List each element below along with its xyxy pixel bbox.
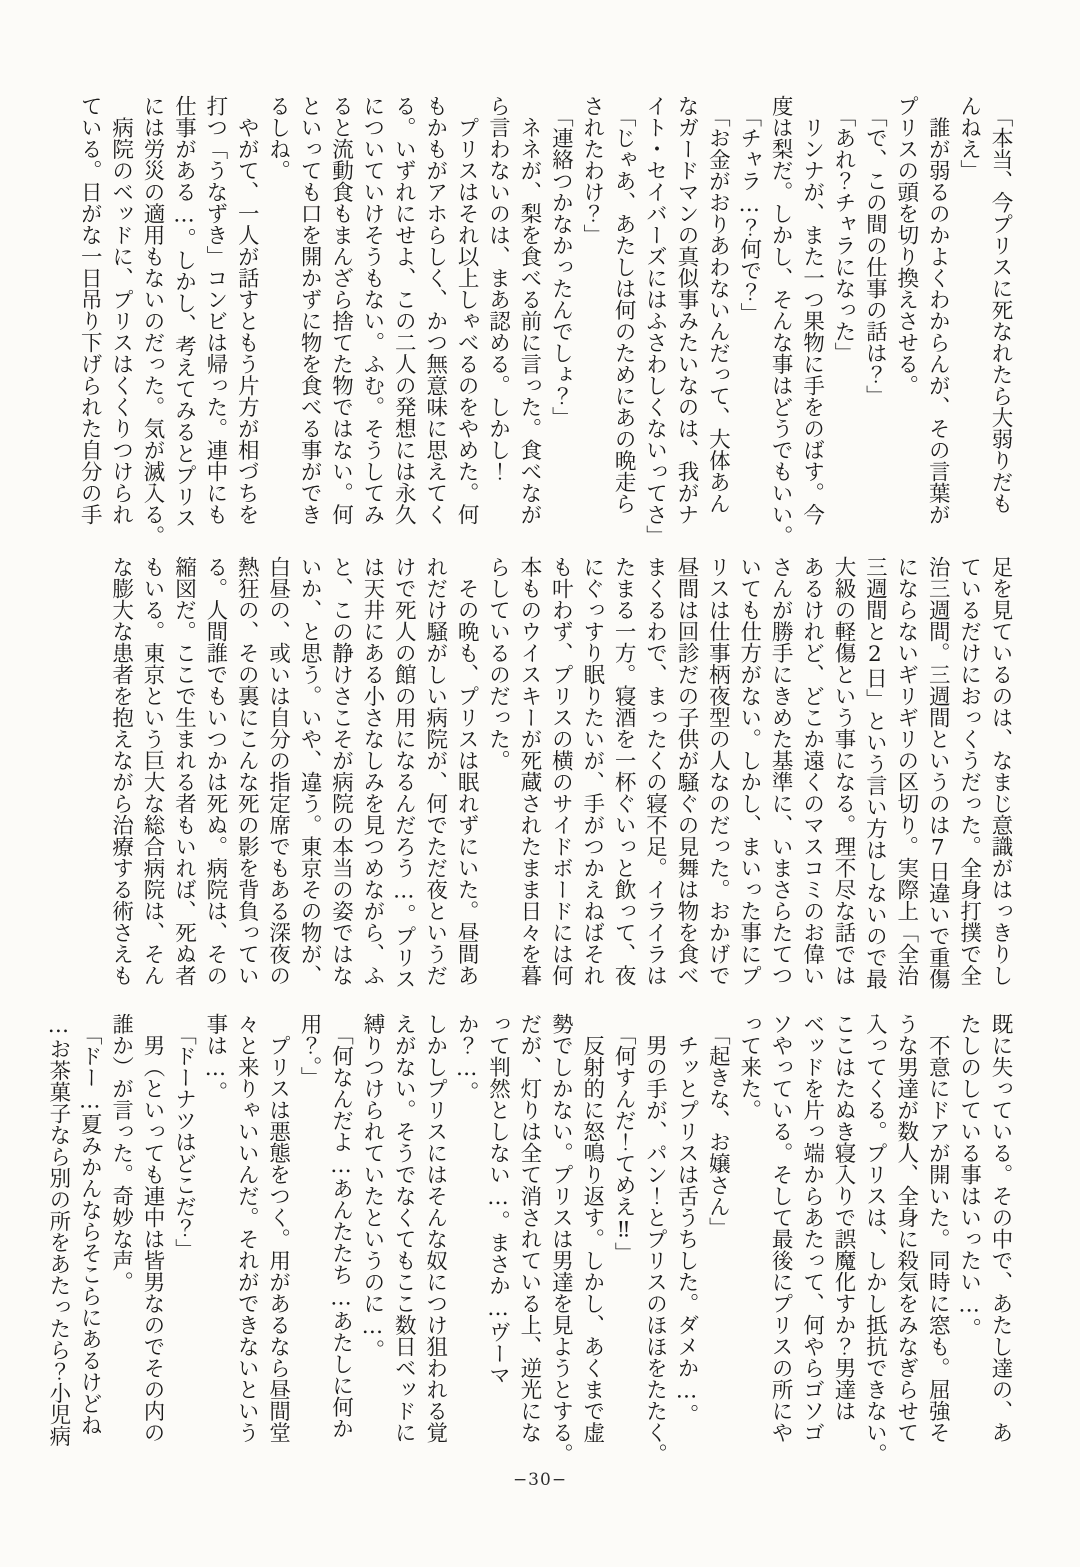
text-column: んねえ」 bbox=[956, 95, 982, 181]
text-column: いても仕方がない。しかし、まいった事にプ bbox=[736, 556, 762, 986]
text-column: にならないギリギリの区切り。実際上「全治 bbox=[893, 556, 919, 986]
text-band-middle bbox=[61, 556, 1016, 1012]
text-column: さんが勝手にきめた基準に、いまさらたてつ bbox=[768, 556, 794, 986]
text-column: れだけ騒がしい病院が、何でただ夜というだ bbox=[422, 556, 448, 986]
text-column: 治三週間。三週間というのは7日違いで重傷 bbox=[925, 556, 951, 990]
text-column: らしているのだった。 bbox=[485, 556, 511, 771]
text-column: 勢でしかない。プリスは男達を見ようとする。 bbox=[548, 1013, 574, 1465]
text-column: って判然としない…。まさか…ヴーマか？…。 bbox=[454, 1013, 511, 1386]
text-column: 仕事がある…。しかし、考えてみるとプリス bbox=[171, 95, 197, 529]
text-column: 「で、この間の仕事の話は？」 bbox=[862, 95, 888, 407]
text-column: 「じゃあ、あたしは何のためにあの晩走ら bbox=[611, 95, 637, 515]
text-column: たしのしている事はいったい…。 bbox=[956, 1013, 982, 1339]
text-column: いか、と思う。いや、違う。東京その物が、 bbox=[297, 556, 323, 986]
text-column: だが、灯りは全て消されている上、逆光にな bbox=[516, 1013, 542, 1443]
text-column: プリスの頭を切り換えさせる。 bbox=[893, 95, 919, 396]
text-column: 入ってくる。プリスは、しかし抵抗できない。 bbox=[862, 1013, 888, 1465]
text-column: ているだけにおっくうだった。全身打撲で全 bbox=[956, 556, 982, 986]
text-column: たまる一方。寝酒を一杯ぐいっと飲って、夜 bbox=[611, 556, 637, 986]
text-column: プリスはそれ以上しゃべるのをやめた。何 bbox=[454, 95, 480, 525]
page-number: −30− bbox=[512, 1470, 568, 1490]
text-column: なガードマンの真似事みたいなのは、我がナ bbox=[673, 95, 699, 525]
text-column: る。人間誰でもいつかは死ぬ。病院は、その bbox=[202, 556, 228, 986]
text-column: 縛りつけられていたというのに…。 bbox=[359, 1013, 385, 1361]
text-column: 「ドーナツはどこだ？」 bbox=[171, 1013, 197, 1261]
text-column: るしね。 bbox=[265, 95, 291, 181]
text-column: 度は梨だ。しかし、そんな事はどうでもいい。 bbox=[768, 95, 794, 547]
text-column: 「あれ？チャラになった」 bbox=[830, 95, 856, 364]
text-column: ここはたぬき寝入りで誤魔化すか？男達は bbox=[830, 1013, 856, 1422]
text-column: と、この静けさこそが病院の本当の姿ではな bbox=[328, 556, 354, 986]
text-column: もかもがアホらしく、かつ無意味に思えてく bbox=[422, 95, 448, 525]
text-column: 「起きな、お嬢さん」 bbox=[705, 1013, 731, 1239]
text-column: イト・セイバーズにはふさわしくないってさ」 bbox=[642, 95, 668, 547]
text-column: えがない。そうでなくてもここ数日ベッドに bbox=[391, 1013, 417, 1443]
text-column: 「本当、今プリスに死なれたら大弱りだも bbox=[988, 95, 1013, 515]
text-column: 「チャラ…？何で？」 bbox=[736, 95, 762, 325]
text-column: な膨大な患者を抱えながら治療する術さえも bbox=[108, 556, 134, 986]
text-column: 「連絡つかなかったんでしょ？」 bbox=[548, 95, 574, 429]
text-column: にぐっすり眠りたいが、手がつかえねばそれ bbox=[579, 556, 605, 986]
text-column: しかしプリスにはそんな奴につけ狙われる覚 bbox=[422, 1013, 448, 1443]
text-column: 男の手が、パン！とプリスのほほをたたく。 bbox=[642, 1013, 668, 1465]
text-column: リスは仕事柄夜型の人なのだった。おかげで bbox=[705, 556, 731, 986]
text-band-bottom bbox=[45, 1013, 1016, 1469]
text-column: 白昼の、或いは自分の指定席でもある深夜の bbox=[265, 556, 291, 986]
text-column: 反射的に怒鳴り返す。しかし、あくまで虚 bbox=[579, 1013, 605, 1443]
text-column: 「お金がおりあわないんだって、大体あん bbox=[705, 95, 731, 515]
text-column: 本ものウイスキーが死蔵されたまま日々を暮 bbox=[516, 556, 542, 986]
text-column: 不意にドアが開いた。同時に窓も。屈強そ bbox=[925, 1013, 951, 1443]
text-column: その晩も、プリスは眠れずにいた。昼間あ bbox=[454, 556, 480, 986]
text-column: 誰か）が言った。奇妙な声。 bbox=[108, 1013, 134, 1293]
text-column: 誰が弱るのかよくわからんが、その言葉が bbox=[925, 95, 951, 525]
text-column: プリスは悪態をつく。用があるなら昼間堂 bbox=[265, 1013, 291, 1443]
text-column: チッとプリスは舌うちした。ダメか…。 bbox=[673, 1013, 699, 1425]
text-column: あるけれど、どこか遠くのマスコミのお偉い bbox=[799, 556, 825, 986]
text-column: ネネが、梨を食べる前に言った。食べなが bbox=[516, 95, 542, 525]
text-column: うな男達が数人、全身に殺気をみなぎらせて bbox=[893, 1013, 919, 1443]
text-column: ら言わないのは、まあ認める。しかし！ bbox=[485, 95, 511, 482]
text-column: 事は…。 bbox=[202, 1013, 228, 1103]
text-column: 既に失っている。その中で、あたし達の、あ bbox=[988, 1013, 1013, 1443]
text-column: ソやっている。そして最後にプリスの所にや bbox=[768, 1013, 794, 1443]
text-column: 病院のベッドに、プリスはくくりつけられ bbox=[108, 95, 134, 525]
text-band-top bbox=[61, 95, 1016, 551]
text-column: って来た。 bbox=[736, 1013, 762, 1121]
text-column: 三週間と2日」という言い方はしないので最 bbox=[862, 556, 888, 990]
text-column: 々と来りゃいいんだ。それができないという bbox=[234, 1013, 260, 1443]
text-column: には労災の適用もないのだった。気が滅入る。 bbox=[140, 95, 166, 547]
text-column: まくるわで、まったくの寝不足。イライラは bbox=[642, 556, 668, 986]
text-column: 「ドー…夏みかんならそこらにあるけどね bbox=[77, 1013, 103, 1436]
text-column: 打つ「うなずき」コンビは帰った。連中にも bbox=[202, 95, 228, 525]
text-column: もいる。東京という巨大な総合病院は、そん bbox=[140, 556, 166, 986]
text-column: も叶わず、プリスの横のサイドボードには何 bbox=[548, 556, 574, 986]
text-column: 熱狂の、その裏にこんな死の影を背負ってい bbox=[234, 556, 260, 986]
text-column: る。いずれにせよ、この二人の発想には永久 bbox=[391, 95, 417, 525]
text-column: 昼間は回診だの子供が騒ぐの見舞は物を食べ bbox=[673, 556, 699, 986]
text-column: 用？。」 bbox=[297, 1013, 323, 1089]
text-column: ている。日がな一日吊り下げられた自分の手 bbox=[77, 95, 103, 525]
text-column: リンナが、また一つ果物に手をのばす。今 bbox=[799, 95, 825, 525]
text-column: についていけそうもない。ふむ。そうしてみ bbox=[359, 95, 385, 525]
text-column: されたわけ？」 bbox=[579, 95, 605, 246]
text-column: ると流動食もまんざら捨てた物ではない。何 bbox=[328, 95, 354, 525]
text-column: 男（といっても連中は皆男なのでその内の bbox=[140, 1013, 166, 1443]
text-column: 「何すんだ！てめえ‼」 bbox=[611, 1013, 637, 1264]
text-column: けで死人の館の用になるんだろう…。プリス bbox=[391, 556, 417, 990]
text-column: 「何なんだよ…あんたたち…あたしに何か bbox=[328, 1013, 354, 1440]
text-column: といっても口を開かずに物を食べる事ができ bbox=[297, 95, 323, 525]
text-column: は天井にある小さなしみを見つめながら、ふ bbox=[359, 556, 385, 986]
text-column: 大級の軽傷という事になる。理不尽な話では bbox=[830, 556, 856, 986]
text-column: …お茶菓子なら別の所をあたったら？小児病 bbox=[45, 1013, 71, 1447]
text-column: ベッドを片っ端からあたって、何やらゴソゴ bbox=[799, 1013, 825, 1443]
text-column: やがて、一人が話すともう片方が相づちを bbox=[234, 95, 260, 525]
text-column: 足を見ているのは、なまじ意識がはっきりし bbox=[988, 556, 1013, 986]
text-column: 縮図だ。ここで生まれる者もいれば、死ぬ者 bbox=[171, 556, 197, 986]
